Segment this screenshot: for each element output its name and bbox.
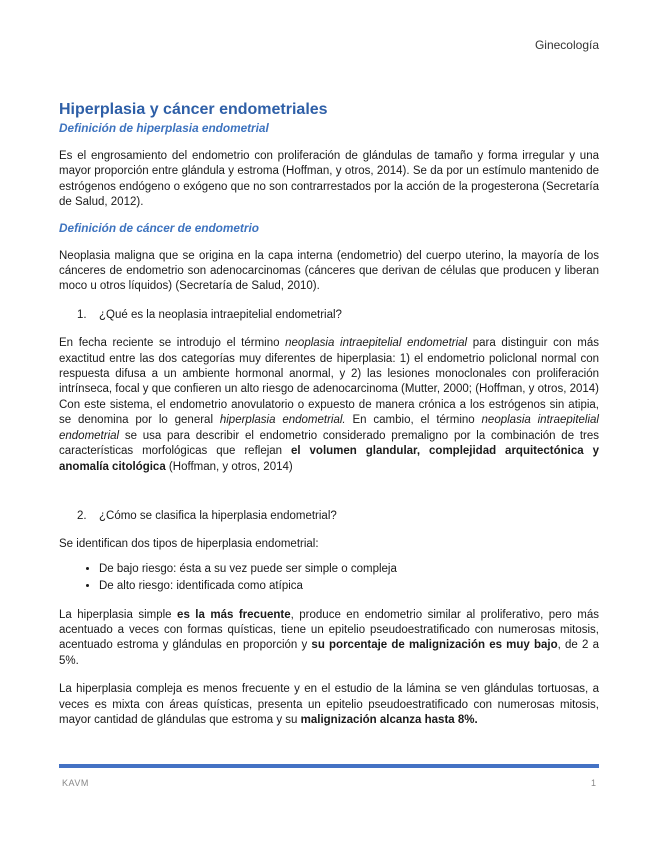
text-run: , de 2 a 5%.	[59, 639, 599, 667]
list-item: • De alto riesgo: identificada como atípica	[99, 579, 599, 594]
text-run: se usa para describir el endometrio considerado premaligno por la combinación de tres características morfológicas que reflejan	[59, 429, 599, 458]
bold-term: su porcentaje de malignización es muy bajo	[311, 639, 558, 652]
paragraph-def-cancer: Neoplasia maligna que se origina en la capa interna (endometrio) del cuerpo uterino, la mayoría de los cánceres de endometrio son adenocarcinomas (cánceres que derivan de células que producen y liberan moco u otros líquidos) (Secretaría de Salud, 2010).	[59, 249, 599, 293]
page-title: Hiperplasia y cáncer endometriales	[59, 101, 328, 118]
paragraph-clasificacion-intro: Se identifican dos tipos de hiperplasia endometrial:	[59, 538, 319, 551]
italic-term: neoplasia intraepitelial endometrial	[285, 337, 468, 350]
question-1-number: 1.	[77, 308, 87, 321]
page-content	[59, 100, 599, 728]
text-run: La hiperplasia simple	[59, 608, 178, 621]
heading-def-hiperplasia: Definición de hiperplasia endometrial	[59, 121, 269, 135]
paragraph-neoplasia	[59, 336, 599, 475]
text-run: En fecha reciente se introdujo el término	[59, 337, 286, 350]
footer-divider	[59, 764, 599, 768]
bullet-list	[59, 562, 599, 595]
bold-term: es la más frecuente	[177, 608, 291, 621]
paragraph-def-hiperplasia: Es el engrosamiento del endometrio con proliferación de glándulas de tamaño y forma irregular y una mayor proporción entre glándula y estroma (Hoffman, y otros, 2014). Se da por un estímulo mantenido de estrógenos endógeno o exógeno que no son contrarrestados por la acción de la progesterona (Secretaría de Salud, 2012).	[59, 150, 599, 209]
question-2-text: ¿Cómo se clasifica la hiperplasia endometrial?	[99, 509, 337, 522]
italic-term: hiperplasia endometrial.	[219, 414, 346, 427]
page-header: Ginecología	[534, 38, 599, 52]
bold-term: el volumen glandular, complejidad arquitectónica y anomalía citológica	[59, 445, 599, 473]
question-1	[59, 308, 599, 323]
text-run: En cambio, el término	[345, 414, 482, 427]
question-2-number: 2.	[77, 509, 87, 522]
paragraph-hiperplasia-compleja	[59, 682, 599, 728]
text-run: para distinguir con más exactitud entre las dos categorías muy diferentes de hiperplasia: 1) el endometrio policlonal normal con respuesta difusa a un ambiente hormonal anormal, y 2) las lesiones monoclonales con proliferación intrínseca, focal y que confieren un alto riesgo de adenocarcinoma (Mutter, 2000; (Hoffman, y otros, 2014) Con este sistema, el endometrio anovulatorio o expuesto de manera crónica a los estrógenos sin atipia, se denomina por lo general	[59, 337, 599, 427]
text-run: La hiperplasia compleja es menos frecuente y en el estudio de la lámina se ven glándulas tortuosas, a veces es mixta con áreas quísticas, presenta un epitelio pseudoestratificado con numerosas mitosis, mayor cantidad de glándulas que estroma y su	[59, 683, 599, 726]
question-1-text: ¿Qué es la neoplasia intraepitelial endometrial?	[99, 308, 342, 321]
footer-author: KAVM	[62, 778, 89, 788]
page-number: 1	[590, 778, 596, 788]
bold-term: malignización alcanza hasta 8%.	[300, 713, 478, 726]
list-item: • De bajo riesgo: ésta a su vez puede ser simple o compleja	[99, 562, 599, 577]
italic-term: neoplasia intraepitelial endometrial	[59, 414, 599, 442]
heading-def-cancer: Definición de cáncer de endometrio	[59, 220, 259, 235]
text-run: , produce en endometrio similar al proliferativo, pero más acentuado a veces con formas quísticas, tiene un epitelio pseudoestratificado con numerosas mitosis, acentuado estroma y glándulas en proporción y	[59, 608, 599, 652]
paragraph-hiperplasia-simple	[59, 608, 599, 670]
question-2	[59, 509, 599, 524]
text-run: (Hoffman, y otros, 2014)	[165, 460, 293, 473]
